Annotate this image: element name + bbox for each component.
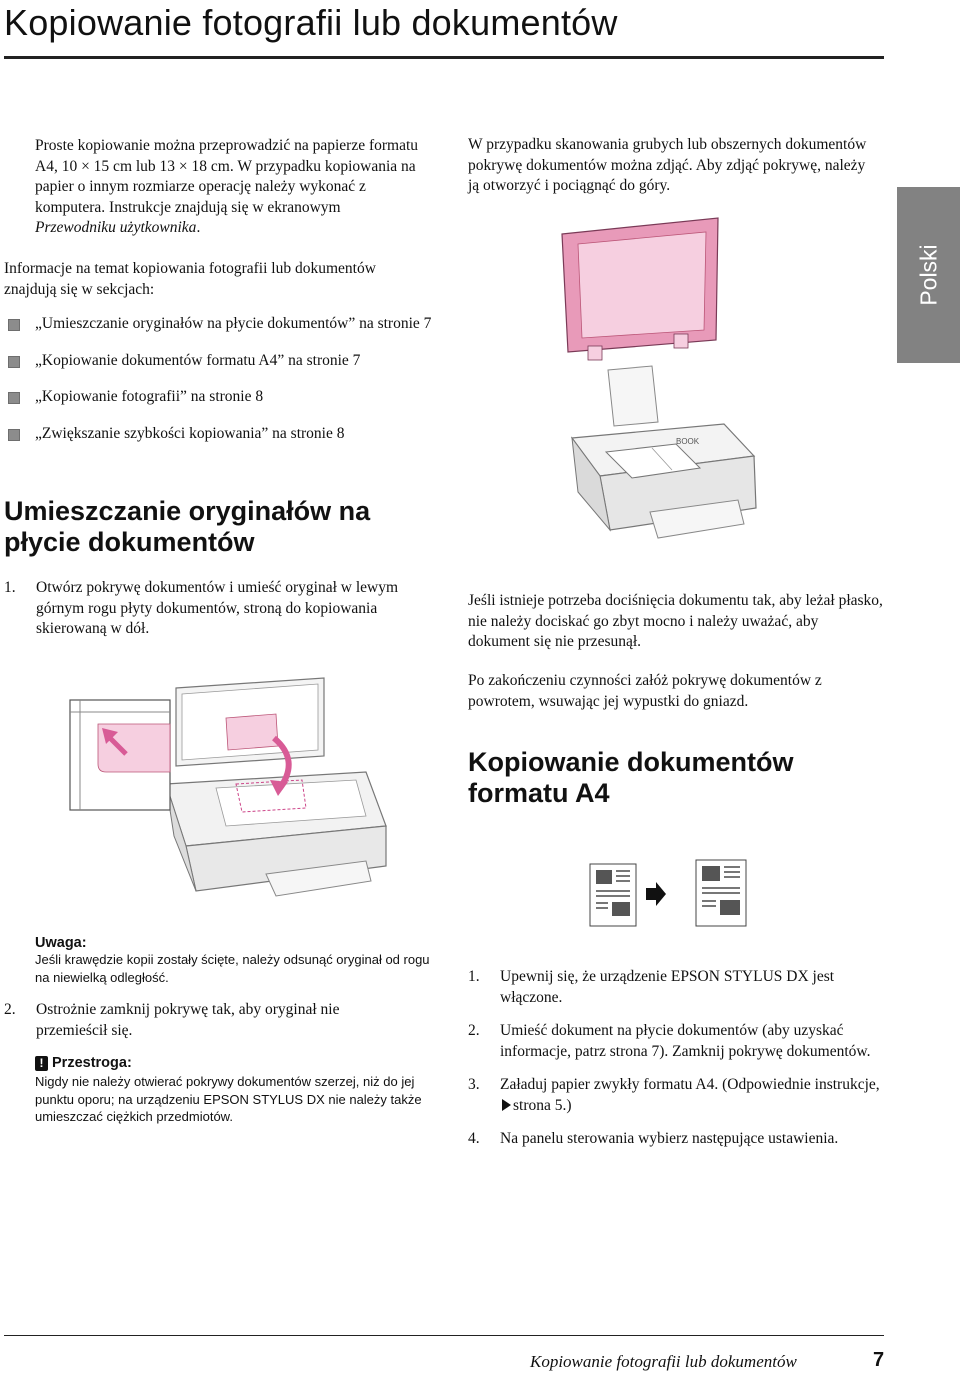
step-4 — [468, 1129, 888, 1150]
section-heading-copy-a4: Kopiowanie dokumentów formatu A4 — [468, 747, 794, 808]
step-text: Na panelu sterowania wybierz następujące ustawienia. — [500, 1130, 839, 1147]
intro-period: . — [196, 219, 201, 236]
step-text: Ostrożnie zamknij pokrywę tak, aby oryginał nie przemieścił się. — [36, 1001, 340, 1039]
step-1 — [468, 967, 888, 1008]
step-text: Upewnij się, że urządzenie EPSON STYLUS DX jest włączone. — [500, 968, 835, 1006]
step-number: 1. — [468, 968, 480, 985]
note-box — [35, 935, 435, 986]
step-2 — [468, 1021, 888, 1062]
intro-text: Proste kopiowanie można przeprowadzić na papierze formatu A4, 10 × 15 cm lub 13 × 18 cm. W przypadku kopiowania na papier o innym rozmiarze operację należy wykonać z komputera. Instrukcje znajdują się w ekranowym — [35, 137, 419, 216]
caution-text: Nigdy nie należy otwierać pokrywy dokumentów szerzej, niż do jej punktu oporu; na urządzeniu EPSON STYLUS DX nie należy także umieszczać ciężkich przedmiotów. — [35, 1074, 422, 1124]
copy-document-icon — [696, 860, 746, 926]
place-steps-2 — [4, 1000, 414, 1041]
scanner-open-illustration — [66, 676, 406, 921]
note-title: Uwaga: — [35, 935, 87, 951]
step-number: 2. — [468, 1022, 480, 1039]
caution-heading — [35, 1055, 435, 1071]
sections-intro: Informacje na temat kopiowania fotografii lub dokumentów znajdują się w sekcjach: — [4, 260, 376, 298]
list-item[interactable]: „Zwiększanie szybkości kopiowania” na stronie 8 — [4, 424, 444, 445]
step-text: Otwórz pokrywę dokumentów i umieść oryginał w lewym górnym rogu płyty dokumentów, stroną do kopiowania skierowaną w dół. — [36, 579, 399, 637]
language-tab — [897, 187, 960, 363]
arrow-right-icon — [646, 882, 666, 906]
a4-copy-illustration — [586, 856, 766, 946]
original-document-icon — [590, 864, 636, 926]
step-number: 2. — [4, 1001, 16, 1018]
language-tab-label: Polski — [915, 244, 941, 306]
step-number: 3. — [468, 1076, 480, 1093]
intro-guide-name: Przewodniku użytkownika — [35, 219, 197, 236]
step-number: 4. — [468, 1130, 480, 1147]
section-links-list — [4, 314, 444, 460]
step-2 — [4, 1000, 414, 1041]
page-title: Kopiowanie fotografii lub dokumentów — [4, 2, 618, 43]
press-document-paragraph: Jeśli istnieje potrzeba dociśnięcia dokumentu tak, aby leżał płasko, nie należy dociskać go zbyt mocno i należy uważać, aby dokument się nie przesunął. — [468, 592, 883, 650]
a4-steps — [468, 967, 888, 1150]
note-text: Jeśli krawędzie kopii zostały ścięte, należy odsunąć oryginał od rogu na niewielką odległość. — [35, 952, 430, 985]
caution-title: Przestroga: — [52, 1055, 132, 1071]
warning-icon: ! — [35, 1056, 48, 1071]
page-number: 7 — [873, 1349, 885, 1371]
title-rule — [4, 56, 884, 59]
footer-rule — [4, 1335, 884, 1336]
caution-box — [35, 1055, 435, 1126]
step-3 — [468, 1075, 888, 1116]
cover-removal-illustration — [548, 212, 788, 564]
step-number: 1. — [4, 579, 16, 596]
list-item[interactable]: „Kopiowanie fotografii” na stronie 8 — [4, 387, 444, 408]
intro-paragraph — [35, 136, 420, 239]
section-heading-place-originals: Umieszczanie oryginałów na płycie dokumentów — [4, 496, 371, 557]
reattach-cover-paragraph: Po zakończeniu czynności załóż pokrywę dokumentów z powrotem, wsuwając jej wypustki do gniazd. — [468, 672, 822, 710]
footer-title: Kopiowanie fotografii lub dokumentów — [530, 1352, 797, 1371]
list-item[interactable]: „Umieszczanie oryginałów na płycie dokumentów” na stronie 7 — [4, 314, 444, 335]
place-steps-1 — [4, 578, 414, 640]
list-item[interactable]: „Kopiowanie dokumentów formatu A4” na stronie 7 — [4, 351, 444, 372]
step-1 — [4, 578, 414, 640]
reference-arrow-icon — [502, 1099, 511, 1111]
step-text: Załaduj papier zwykły formatu A4. (Odpowiednie instrukcje, — [500, 1076, 880, 1093]
step-text: Umieść dokument na płycie dokumentów (aby uzyskać informacje, patrz strona 7). Zamknij pokrywę dokumentów. — [500, 1022, 871, 1060]
cover-removal-paragraph: W przypadku skanowania grubych lub obszernych dokumentów pokrywę dokumentów można zdjąć. Aby zdjąć pokrywę, należy ją otworzyć i pociągnąć do góry. — [468, 136, 867, 194]
book-label: BOOK — [676, 437, 700, 446]
step-text-ref[interactable]: strona 5.) — [513, 1096, 572, 1114]
